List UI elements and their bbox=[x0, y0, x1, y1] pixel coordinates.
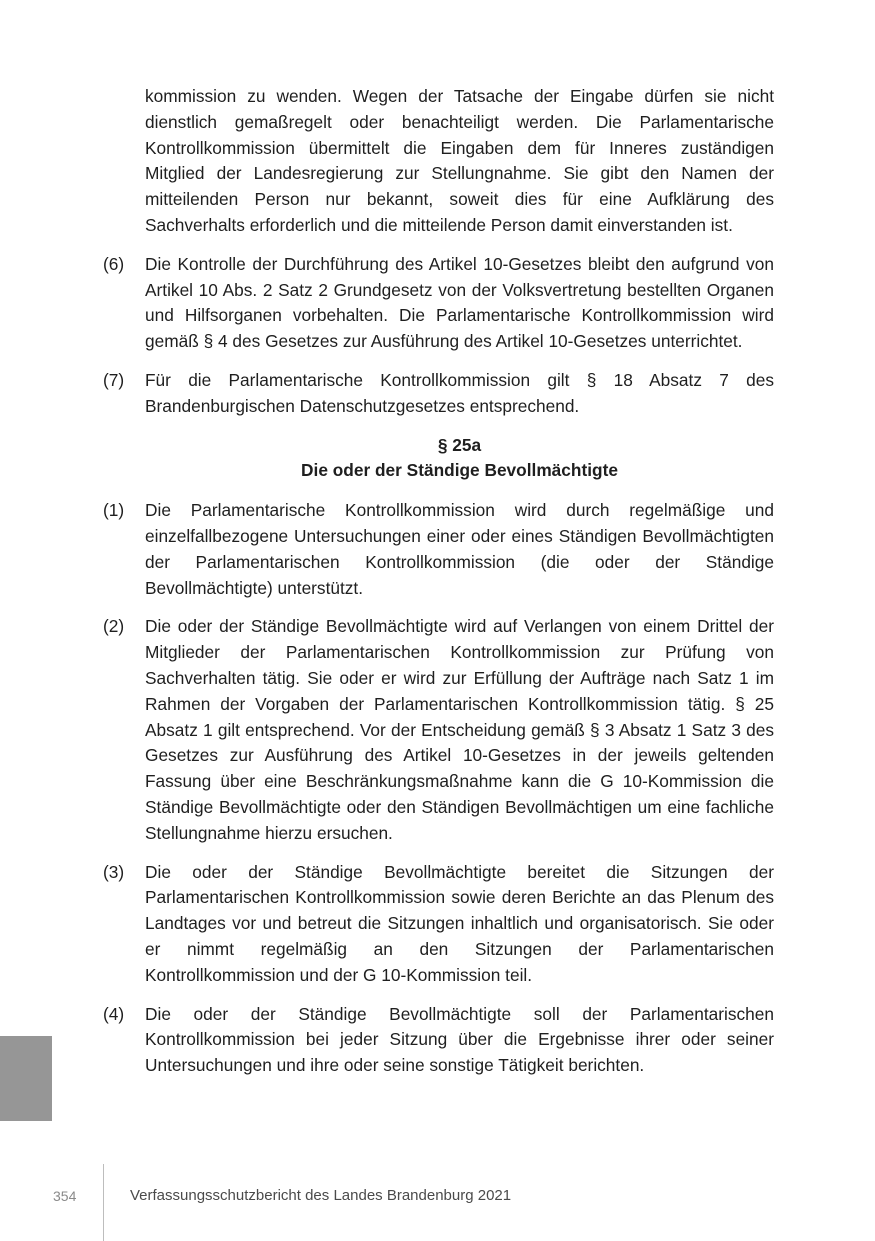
chapter-side-tab bbox=[0, 1036, 52, 1121]
paragraph-text: Die Kontrolle der Durchführung des Artikel 10-Gesetzes bleibt den aufgrund von Artikel 10 Abs. 2 Satz 2 Grundgesetz von der Volksvertretung bestellten Organen und Hilfsorganen vorbehalten. Die Parlamentarische Kontrollkommission wird gemäß § 4 des Gesetzes zur Ausführung des Artikel 10-Gesetzes unterrichtet. bbox=[145, 253, 774, 352]
paragraph-1 bbox=[103, 498, 774, 601]
section-heading bbox=[103, 433, 774, 485]
paragraph-4 bbox=[103, 1002, 774, 1079]
paragraph-number: (7) bbox=[103, 369, 125, 390]
paragraph-number: (4) bbox=[103, 1003, 125, 1024]
paragraph-text: Die oder der Ständige Bevollmächtigte bereitet die Sitzungen der Parlamentarischen Kontrollkommission sowie deren Berichte an das Plenum des Landtages vor und betreut die Sitzungen inhaltlich und organisatorisch. Sie oder er nimmt regelmäßig an den Sitzungen der Parlamentarischen Kontrollkommission und der G 10-Kommission teil. bbox=[145, 861, 774, 985]
paragraph-text: Die oder der Ständige Bevollmächtigte soll der Parlamentarischen Kontrollkommission bei jeder Sitzung über die Ergebnisse ihrer oder seiner Untersuchungen und ihre oder seine sonstige Tätigkeit berichten. bbox=[145, 1003, 774, 1076]
footer-divider bbox=[103, 1164, 104, 1241]
footer-title: Verfassungsschutzbericht des Landes Brandenburg 2021 bbox=[130, 1187, 512, 1204]
paragraph-text: Die Parlamentarische Kontrollkommission wird durch regelmäßige und einzelfallbezogene Untersuchungen einer oder eines Ständigen Bevollmächtigten der Parlamentarischen Kontrollkommission (die oder der Ständige Bevollmächtigte) unterstützt. bbox=[145, 500, 774, 598]
paragraph-number: (2) bbox=[103, 616, 125, 637]
section-number: § 25a bbox=[437, 434, 482, 455]
paragraph-text: Für die Parlamentarische Kontrollkommission gilt § 18 Absatz 7 des Brandenburgischen Datenschutzgesetzes entsprechend. bbox=[145, 369, 774, 416]
paragraph-text: Die oder der Ständige Bevollmächtigte wird auf Verlangen von einem Drittel der Mitglieder der Parlamentarischen Kontrollkommission zur Prüfung von Sachverhalten tätig. Sie oder er wird zur Erfüllung der Aufträge nach Satz 1 im Rahmen der Vorgaben der Parlamentarischen Kontrollkommission tätig. § 25 Absatz 1 gilt entsprechend. Vor der Entscheidung gemäß § 3 Absatz 1 Satz 3 des Gesetzes zur Ausführung des Artikel 10-Gesetzes in der jeweils geltenden Fassung über eine Beschränkungsmaßnahme kann die G 10-Kommission die Ständige Bevollmächtigte oder den Ständigen Bevollmächtigen um eine fachliche Stellungnahme hierzu ersuchen. bbox=[145, 616, 774, 843]
paragraph-2 bbox=[103, 614, 774, 846]
paragraph-text: kommission zu wenden. Wegen der Tatsache der Eingabe dürfen sie nicht dienstlich gemaßregelt oder benachteiligt werden. Die Parlamentarische Kontrollkommission übermittelt die Eingaben dem für Inneres zuständigen Mitglied der Landesregierung zur Stellungnahme. Sie gibt den Namen der mitteilenden Person nur bekannt, soweit dies für eine Aufklärung des Sachverhalts erforderlich und die mitteilende Person damit einverstanden ist. bbox=[145, 86, 774, 235]
paragraph-6 bbox=[103, 252, 774, 355]
paragraph-3 bbox=[103, 860, 774, 989]
paragraph-7 bbox=[103, 368, 774, 420]
paragraph-number: (1) bbox=[103, 500, 125, 521]
paragraph-number: (6) bbox=[103, 253, 125, 274]
document-body bbox=[103, 84, 774, 1092]
section-title: Die oder der Ständige Bevollmächtigte bbox=[301, 460, 618, 481]
paragraph-number: (3) bbox=[103, 861, 125, 882]
page-number: 354 bbox=[53, 1188, 77, 1204]
continuation-paragraph bbox=[103, 84, 774, 239]
